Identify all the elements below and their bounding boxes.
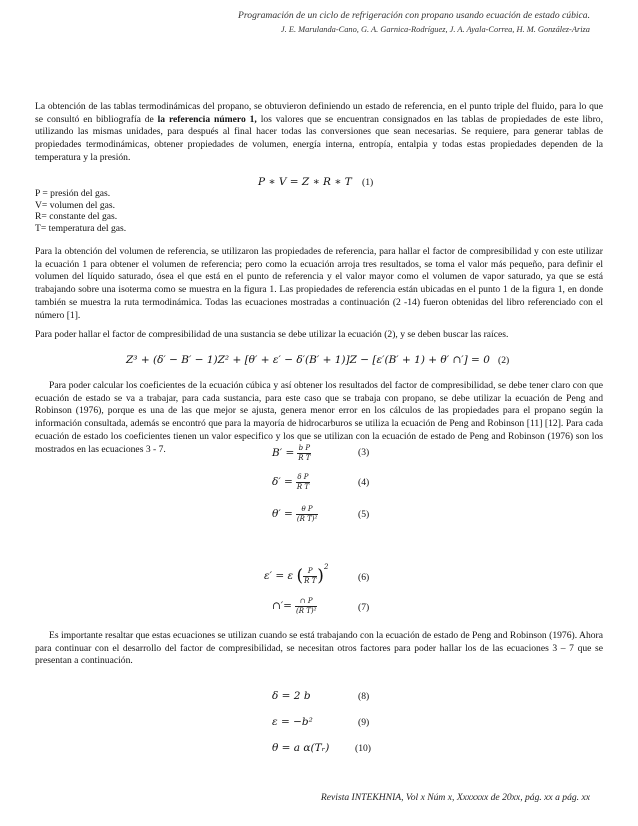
paragraph-peng-robinson: Para poder calcular los coeficientes de la ecuación cúbica y así obtener los resultados del factor de compresibilidad, se debe tener claro con que ecuación de estado se va a trabajar, para cada sustancia, para este caso que se trabaja con propano, se debe utilizar la ecuación de Peng and Robinson (1976), porque es una de las que mejor se ajusta, genera menor error en los cálculos de las propiedades para el propano según la información consultada, además se encontró que para la mayoría de hidrocarburos se utiliza la ecuación de Peng and Robinson [11] [12]. Para cada ecuación de estado los coeficientes tienen un valor especifico y los que se utilizan con la ecuación de estado de Peng and Robinson (1976) son los mostrados en las ecuaciones 3 - 7.	[35, 380, 603, 455]
equation-6-numerator: P	[303, 567, 317, 577]
equation-1	[258, 176, 352, 188]
equation-1-body: P ∗ V = Z ∗ R ∗ T	[258, 176, 352, 188]
equation-5-lhs: θ′ =	[272, 508, 293, 520]
equation-8-number: (8)	[358, 691, 370, 702]
equation-3-number: (3)	[358, 447, 370, 458]
equation-4-number: (4)	[358, 477, 370, 488]
equation-6-denominator: R T	[304, 576, 317, 585]
equation-2: Z³ + (δ′ − B′ − 1)Z² + [θ′ + ε′ − δ′(B′ + 1)]Z − [ε′(B′ + 1) + θ′ ∩′] = 0	[126, 354, 490, 366]
equation-5-denominator: (R T)²	[296, 514, 318, 523]
equation-5	[272, 505, 318, 523]
running-header-title: Programación de un ciclo de refrigeración con propano usando ecuación de estado cúbica.	[238, 10, 590, 21]
definition-gas-constant: R= constante del gas.	[35, 211, 118, 223]
equation-10: θ = a α(Tᵣ)	[272, 742, 330, 754]
equation-9: ε = −b²	[272, 716, 313, 728]
equation-4	[272, 473, 310, 491]
paragraph-compressibility: Para poder hallar el factor de compresibilidad de una sustancia se debe utilizar la ecuación (2), y se deben buscar las raíces.	[35, 329, 509, 340]
left-paren: (	[296, 566, 304, 586]
running-header-authors: J. E. Marulanda-Cano, G. A. Garnica-Rodríguez, J. A. Ayala-Correa, H. M. González-Ariza	[280, 25, 590, 34]
paragraph-reference-volume: Para la obtención del volumen de referencia, se utilizaron las propiedades de referencia, para hallar el factor de compresibilidad y con este utilizar la ecuación 1 para obtener el volumen de referencia; pero como la ecuación arroja tres resultados, se toma el valor más pequeño, para definir el volumen del líquido saturado, ósea el que está en el punto de referencia y el valor mayor como el volumen de vapor saturado, ya que se está trabajando sobre una isoterma como se muestra en la figura 1. Las propiedades de referencia están ubicadas en el punto 1 de la figura 1, en donde también se muestra la ruta termodinámica. Todas las ecuaciones mostradas a continuación (2 -14) fueron obtenidas del libro referenciado con el número [1].	[35, 246, 603, 321]
equation-6	[264, 563, 328, 586]
equation-4-numerator: δ P	[297, 473, 309, 481]
equation-2-number: (2)	[498, 355, 510, 366]
paragraph-text: los valores que se encuentran consignados en las tablas de propiedades de este libro, utilizando las mismas unidades, para después al final hacer todas las conversiones que sean necesarias. Se requiere, para generar tablas de propiedades termodinámicas, obtener propiedades de volumen, energía interna, entropía, entalpia y todas estas propiedades dependen de la temperatura y la presión.	[35, 113, 603, 163]
equation-3-lhs: B′ =	[272, 447, 295, 459]
equation-5-number: (5)	[358, 509, 370, 520]
equation-7-numerator: ∩ P	[295, 597, 317, 607]
page-footer: Revista INTEKHNIA, Vol x Núm x, Xxxxxxx de 20xx, pág. xx a pág. xx	[320, 792, 590, 803]
equation-6-number: (6)	[358, 572, 370, 583]
equation-4-lhs: δ′ =	[272, 476, 293, 488]
paragraph-additional-factors: Es importante resaltar que estas ecuaciones se utilizan cuando se está trabajando con la ecuación de estado de Peng and Robinson (1976). Ahora para continuar con el desarrollo del factor de compresibilidad, se necesitan otros factores para poder hallar los de las ecuaciones 3 – 7 que se presentan a continuación.	[35, 630, 603, 667]
equation-6-exponent: 2	[323, 563, 329, 571]
definition-pressure: P = presión del gas.	[35, 188, 111, 199]
equation-3	[272, 444, 311, 462]
definition-volume: V= volumen del gas.	[35, 199, 116, 211]
equation-7	[272, 597, 317, 615]
equation-7-denominator: (R T)²	[295, 606, 317, 615]
equation-8: δ = 2 b	[272, 690, 311, 702]
paragraph-text: La obtención de las tablas termodinámicas del propano, se obtuvieron definiendo un estado de referencia, en el punto triple del fluido, para lo que se consultó en bibliografía de	[35, 101, 603, 125]
equation-7-number: (7)	[358, 602, 370, 613]
equation-3-denominator: R T	[298, 453, 311, 462]
variable-definitions	[35, 188, 126, 234]
equation-9-number: (9)	[358, 717, 370, 728]
right-paren: )	[317, 566, 324, 586]
equation-3-numerator: b P	[298, 444, 311, 452]
paragraph-reference-state	[35, 101, 603, 165]
equation-5-numerator: θ P	[296, 505, 318, 515]
equation-6-lhs: ε′ = ε	[264, 570, 294, 582]
equation-10-number: (10)	[355, 743, 371, 754]
equation-4-denominator: R T	[296, 482, 310, 491]
equation-1-number: (1)	[362, 177, 374, 188]
equation-7-lhs: ∩′=	[272, 600, 292, 612]
definition-temperature: T= temperatura del gas.	[35, 222, 127, 234]
bold-reference: la referencia número 1,	[157, 113, 257, 125]
